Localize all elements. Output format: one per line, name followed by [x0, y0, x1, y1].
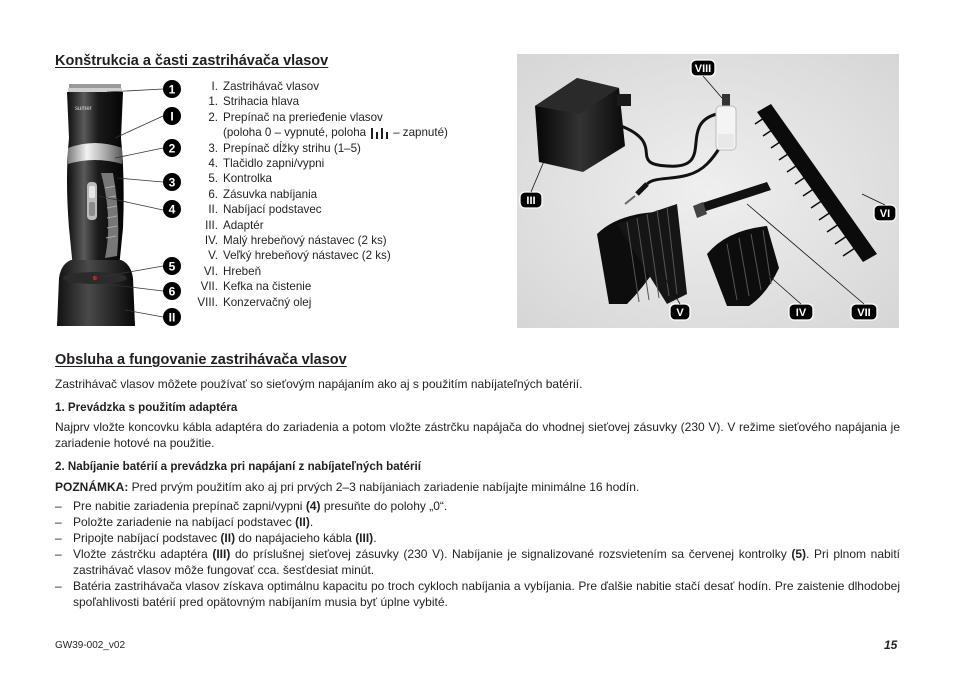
photo-label: VI [879, 208, 891, 220]
parts-item: 3. Prepínač dĺžky strihu (1–5) [208, 141, 361, 155]
parts-list [196, 79, 448, 310]
note-text: Pred prvým použitím ako aj pri prvých 2–3 nabíjaniach zariadenie nabíjajte minimálne 16 hodín. [128, 480, 640, 494]
thinning-position-icon [370, 126, 390, 139]
list-item: – Položte zariadenie na nabíjací podstavec (II). [55, 515, 314, 529]
list-item: – Pripojte nabíjací podstavec (II) do napájacieho kábla (III). [55, 531, 377, 545]
clipper-badge: 2 [168, 141, 176, 156]
clipper-badge: 3 [168, 175, 176, 190]
intro-text: Zastrihávač vlasov môžete používať so sieťovým napájaním ako aj s použitím nabíjateľných batérií. [55, 377, 583, 391]
brand-logo-text: sumer [75, 106, 92, 112]
section2-title: 2. Nabíjanie batérií a prevádzka pri napájaní z nabíjateľných batérií [55, 460, 421, 473]
clipper-badge: 4 [168, 202, 176, 217]
parts-item: I. Zastrihávač vlasov [211, 80, 320, 93]
parts-item: VIII. Konzervačný olej [197, 295, 312, 309]
note-label: POZNÁMKA: [55, 480, 129, 494]
photo-label: VII [857, 307, 871, 319]
clipper-badge: I [170, 109, 174, 124]
parts-item: II. Nabíjací podstavec [208, 203, 322, 217]
photo-label: IV [795, 307, 807, 319]
page-number: 15 [884, 638, 898, 652]
parts-item: III. Adaptér [205, 218, 264, 232]
section1-text: Najprv vložte koncovku kábla adaptéra do zariadenia a potom vložte zástrčku napájača do vhodnej sieťovej zásuvky (230 V). V režime sieťového napájania je zariadenie hotové na použitie. [55, 420, 900, 450]
section1-title: 1. Prevádzka s použitím adaptéra [55, 401, 238, 414]
photo-label: V [676, 307, 684, 319]
clipper-badge: 6 [168, 284, 176, 299]
document-code: GW39-002_v02 [55, 640, 126, 651]
list-item: – Pre nabitie zariadenia prepínač zapni/vypni (4) presuňte do polohy „0“. [55, 499, 448, 513]
parts-item: VII. Kefka na čistenie [200, 280, 312, 294]
parts-item: (poloha 0 – vypnuté, poloha – zapnuté) [223, 126, 448, 140]
parts-item: 4. Tlačidlo zapni/vypni [208, 157, 325, 171]
clipper-badge: II [168, 310, 176, 325]
note-paragraph [55, 479, 900, 495]
parts-item: 6. Zásuvka nabíjania [208, 187, 318, 201]
parts-item: 5. Kontrolka [208, 172, 272, 186]
clipper-badge: 5 [168, 259, 176, 274]
photo-label: VIII [694, 63, 712, 75]
parts-item: V. Veľký hrebeňový nástavec (2 ks) [208, 249, 391, 263]
list-item: – Vložte zástrčku adaptéra (III) do príslušnej sieťovej zásuvky (230 V). Nabíjanie je signalizované rozsvietením sa červenej kontrolky (5). Pri plnom nabití zastrihávač vlasov môže fungovať cca. šesťdesiat minút. [55, 547, 901, 577]
parts-item: VI. Hrebeň [203, 264, 262, 278]
instruction-list [55, 498, 900, 610]
parts-item: 1. Strihacia hlava [208, 95, 300, 109]
accessories-photo [517, 54, 899, 328]
parts-item: 2. Prepínač na prerieđenie vlasov [208, 110, 383, 124]
photo-label: III [526, 195, 536, 207]
parts-item: IV. Malý hrebeňový nástavec (2 ks) [204, 234, 387, 248]
clipper-illustration [55, 78, 190, 334]
clipper-badge: 1 [168, 82, 176, 97]
section-heading-operation: Obsluha a fungovanie zastrihávača vlasov [55, 352, 347, 368]
section-heading-construction: Konštrukcia a časti zastrihávača vlasov [55, 53, 329, 69]
list-item: – Batéria zastrihávača vlasov získava optimálnu kapacitu po troch cykloch nabíjania a vybíjania. Pre ďalšie nabitie stačí desať hodín. Pre zaistenie dlhodobej spoľahlivosti batérií pred opätovným nabíjaním musia byť úplne vybité. [55, 579, 900, 609]
